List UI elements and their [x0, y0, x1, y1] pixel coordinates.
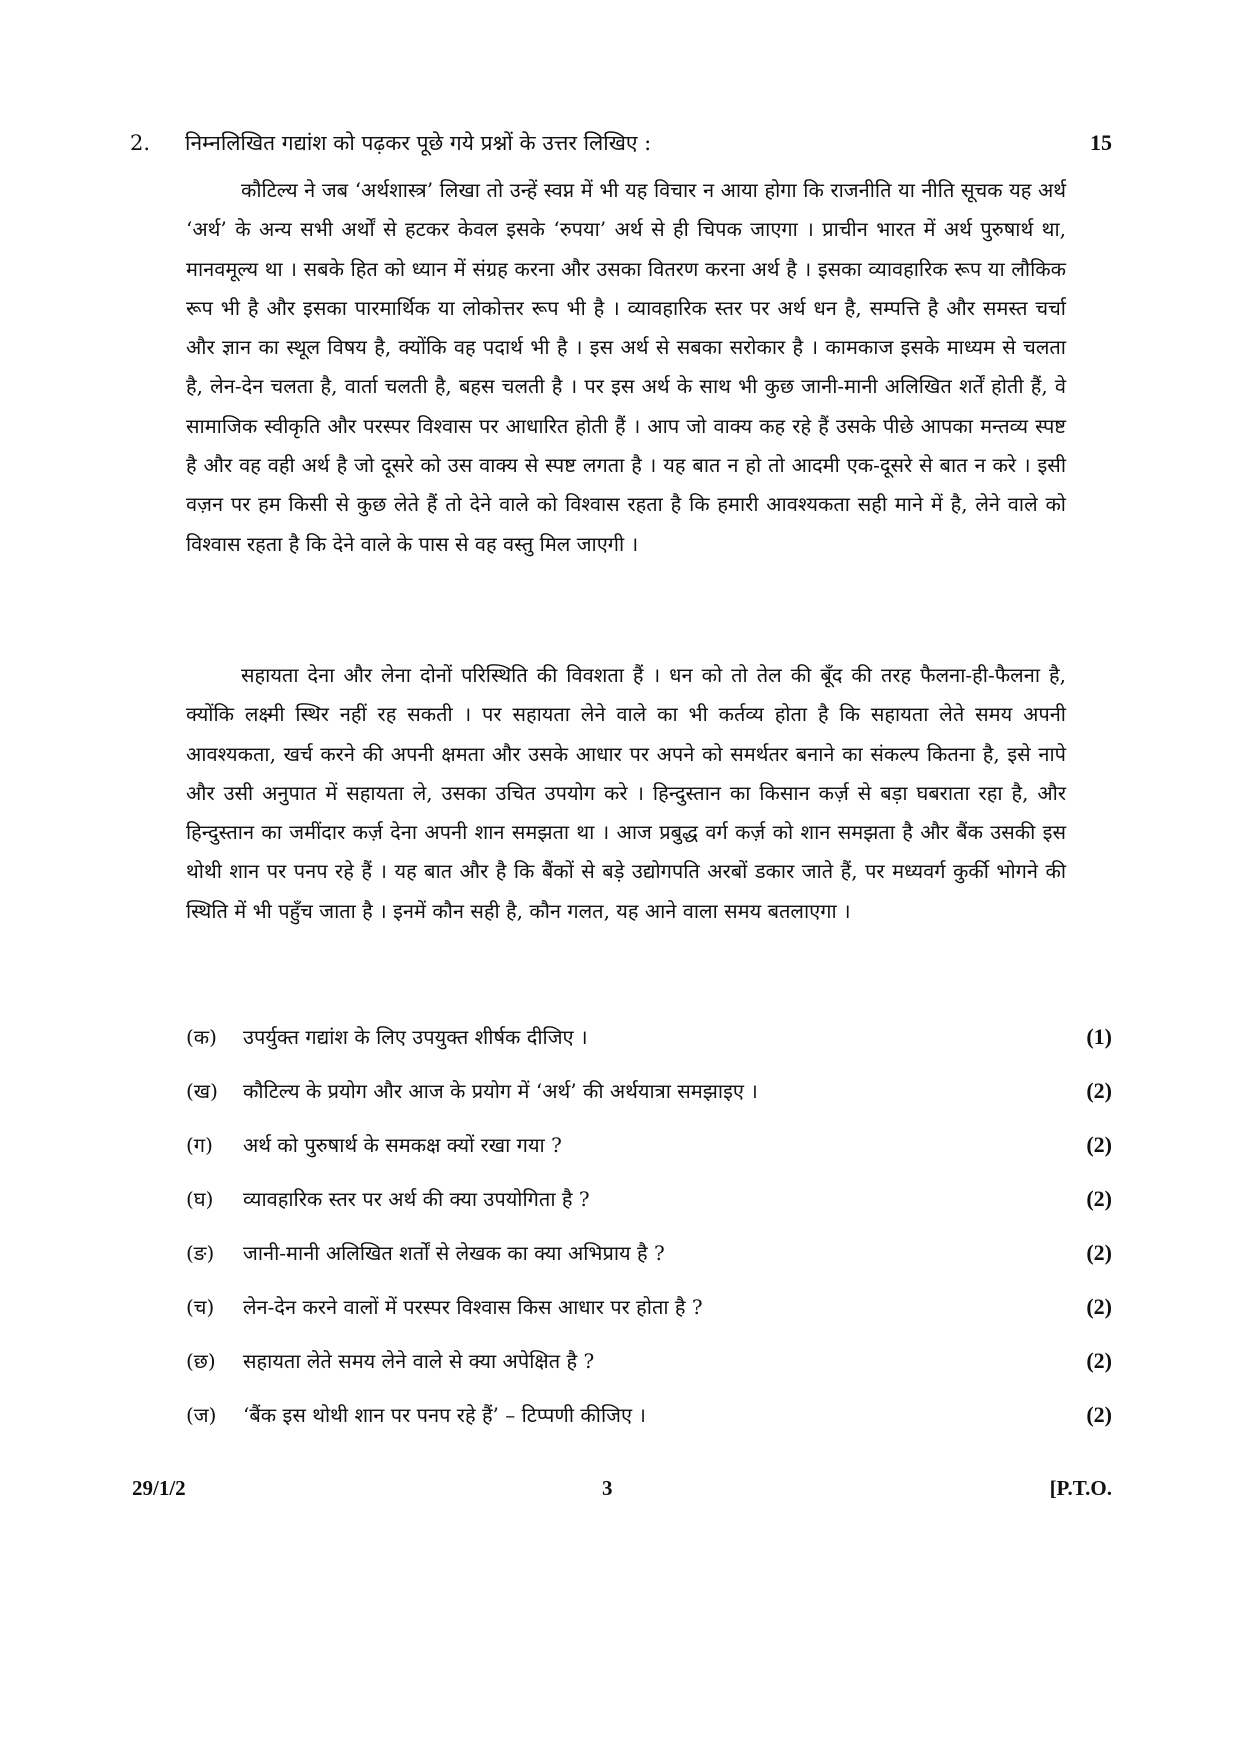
page-footer: [132, 1472, 1112, 1504]
passage-paragraph-2: सहायता देना और लेना दोनों परिस्थिति की विवशता हैं । धन को तो तेल की बूँद की तरह फैलना-ही-फैलना है, क्योंकि लक्ष्मी स्थिर नहीं रह सकती । पर सहायता लेने वाले का भी कर्तव्य होता है कि सहायता लेते समय अपनी आवश्यकता, खर्च करने की अपनी क्षमता और उसके आधार पर अपने को समर्थतर बनाने का संकल्प कितना है, इसे नापे और उसी अनुपात में सहायता ले, उसका उचित उपयोग करे । हिन्दुस्तान का किसान कर्ज़ से बड़ा घबराता रहा है, और हिन्दुस्तान का जमींदार कर्ज़ देना अपनी शान समझता था । आज प्रबुद्ध वर्ग कर्ज़ को शान समझता है और बैंक उसकी इस थोथी शान पर पनप रहे हैं । यह बात और है कि बैंकों से बड़े उद्योगपति अरबों डकार जाते हैं, पर मध्यवर्ग कुर्की भोगने की स्थिति में भी पहुँच जाता है । इनमें कौन सही है, कौन गलत, यह आने वाला समय बतलाएगा ।: [186, 663, 1066, 923]
sub-question-text: लेन-देन करने वालों में परस्पर विश्वास किस आधार पर होता है ?: [243, 1295, 703, 1319]
question-total-marks: 15: [1090, 130, 1112, 155]
sub-question-label: (ग): [186, 1133, 213, 1157]
sub-question-text: व्यावहारिक स्तर पर अर्थ की क्या उपयोगिता है ?: [243, 1187, 590, 1211]
page-number: 3: [602, 1476, 613, 1500]
sub-question-chha: [186, 1344, 1112, 1398]
sub-question-text: अर्थ को पुरुषार्थ के समकक्ष क्यों रखा गया ?: [243, 1133, 562, 1157]
sub-question-marks: (1): [1086, 1024, 1112, 1049]
sub-question-label: (छ): [186, 1349, 216, 1373]
sub-question-label: (क): [186, 1025, 217, 1049]
sub-question-ga: [186, 1128, 1112, 1182]
sub-question-marks: (2): [1086, 1078, 1112, 1103]
sub-question-cha: [186, 1290, 1112, 1344]
please-turn-over: [P.T.O.: [1049, 1476, 1112, 1500]
sub-question-marks: (2): [1086, 1294, 1112, 1319]
sub-question-text: उपर्युक्त गद्यांश के लिए उपयुक्त शीर्षक दीजिए ।: [243, 1025, 588, 1049]
paper-code: 29/1/2: [132, 1476, 186, 1500]
sub-question-marks: (2): [1086, 1240, 1112, 1265]
sub-question-marks: (2): [1086, 1132, 1112, 1157]
sub-question-kha: [186, 1074, 1112, 1128]
sub-question-text: जानी-मानी अलिखित शर्तों से लेखक का क्या अभिप्राय है ?: [243, 1241, 665, 1265]
sub-question-label: (घ): [186, 1187, 214, 1211]
sub-question-marks: (2): [1086, 1186, 1112, 1211]
sub-question-gha: [186, 1182, 1112, 1236]
passage-paragraph-1: कौटिल्य ने जब ‘अर्थशास्त्र’ लिखा तो उन्हें स्वप्न में भी यह विचार न आया होगा कि राजनीति या नीति सूचक यह अर्थ ‘अर्थ’ के अन्य सभी अर्थों से हटकर केवल इसके ‘रुपया’ अर्थ से ही चिपक जाएगा । प्राचीन भारत में अर्थ पुरुषार्थ था, मानवमूल्य था । सबके हित को ध्यान में संग्रह करना और उसका वितरण करना अर्थ है । इसका व्यावहारिक रूप या लौकिक रूप भी है और इसका पारमार्थिक या लोकोत्तर रूप भी है । व्यावहारिक स्तर पर अर्थ धन है, सम्पत्ति है और समस्त चर्चा और ज्ञान का स्थूल विषय है, क्योंकि वह पदार्थ भी है । इस अर्थ से सबका सरोकार है । कामकाज इसके माध्यम से चलता है, लेन-देन चलता है, वार्ता चलती है, बहस चलती है । पर इस अर्थ के साथ भी कुछ जानी-मानी अलिखित शर्तें होती हैं, वे सामाजिक स्वीकृति और परस्पर विश्वास पर आधारित होती हैं । आप जो वाक्य कह रहे हैं उसके पीछे आपका मन्तव्य स्पष्ट है और वह वही अर्थ है जो दूसरे को उस वाक्य से स्पष्ट लगता है । यह बात न हो तो आदमी एक-दूसरे से बात न करे । इसी वज़न पर हम किसी से कुछ लेते हैं तो देने वाले को विश्वास रहता है कि हमारी आवश्यकता सही माने में है, लेने वाले को विश्वास रहता है कि देने वाले के पास से वह वस्तु मिल जाएगी ।: [186, 178, 1066, 556]
sub-question-marks: (2): [1086, 1402, 1112, 1427]
sub-question-label: (ङ): [186, 1241, 215, 1265]
sub-question-ka: [186, 1020, 1112, 1074]
sub-question-label: (ज): [186, 1403, 217, 1427]
question-number: 2.: [130, 131, 151, 155]
sub-question-text: कौटिल्य के प्रयोग और आज के प्रयोग में ‘अर्थ’ की अर्थयात्रा समझाइए ।: [243, 1079, 758, 1103]
sub-question-label: (ख): [186, 1079, 218, 1103]
sub-question-nga: [186, 1236, 1112, 1290]
sub-question-text: ‘बैंक इस थोथी शान पर पनप रहे हैं’ – टिप्पणी कीजिए ।: [243, 1403, 646, 1427]
sub-question-marks: (2): [1086, 1348, 1112, 1373]
question-header: [130, 126, 1112, 160]
sub-question-list: [186, 1020, 1112, 1452]
sub-question-label: (च): [186, 1295, 215, 1319]
question-instruction: निम्नलिखित गद्यांश को पढ़कर पूछे गये प्रश्नों के उत्तर लिखिए :: [185, 131, 652, 155]
sub-question-text: सहायता लेते समय लेने वाले से क्या अपेक्षित है ?: [243, 1349, 595, 1373]
sub-question-ja: [186, 1398, 1112, 1452]
